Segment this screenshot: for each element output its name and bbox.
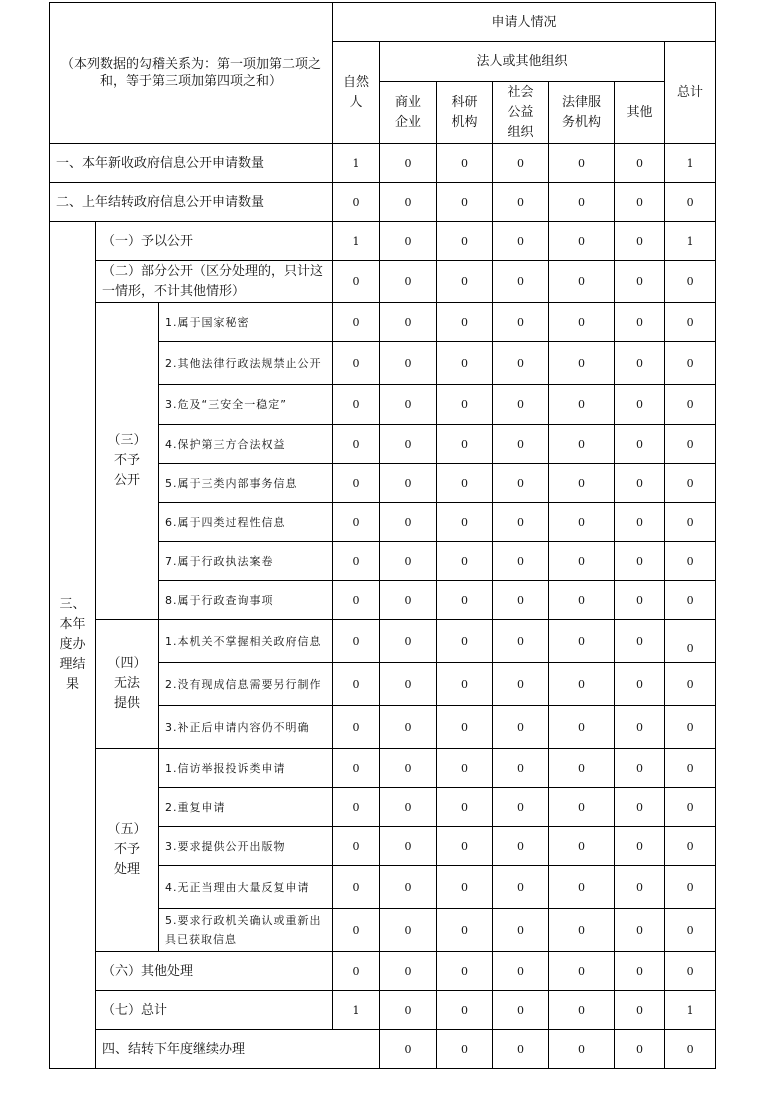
value-cell: 0	[615, 909, 665, 952]
value-cell: 0	[493, 991, 549, 1030]
value-cell: 0	[333, 385, 380, 425]
value-cell: 0	[380, 866, 437, 909]
value-cell: 0	[437, 144, 493, 183]
group-five-label: （五） 不予 处理	[107, 822, 147, 877]
table-row	[50, 303, 716, 342]
value-cell: 0	[615, 303, 665, 342]
value-cell: 0	[380, 620, 437, 663]
row-label: 二、上年结转政府信息公开申请数量	[50, 183, 333, 222]
value-cell: 0	[380, 342, 437, 385]
row-label: 四、结转下年度继续办理	[96, 1030, 380, 1069]
value-cell: 1	[333, 991, 380, 1030]
value-cell: 0	[437, 620, 493, 663]
value-cell: 0	[380, 706, 437, 749]
table-row	[50, 749, 716, 788]
value-cell: 0	[665, 827, 716, 866]
value-cell: 0	[665, 464, 716, 503]
value-cell: 0	[665, 909, 716, 952]
value-cell: 0	[549, 183, 615, 222]
value-cell: 0	[615, 827, 665, 866]
value-cell: 1	[333, 222, 380, 261]
value-cell: 0	[437, 952, 493, 991]
value-cell: 0	[615, 385, 665, 425]
sub-header-legal-service: 法律服 务机构	[549, 82, 615, 144]
government-info-disclosure-table	[49, 2, 716, 1069]
row-label: 3.危及“三安全一稳定”	[159, 385, 333, 425]
value-cell: 0	[437, 1030, 493, 1069]
row-label: （二）部分公开（区分处理的，只计这一情形，不计其他情形）	[96, 261, 333, 303]
row-label: 3.补正后申请内容仍不明确	[159, 706, 333, 749]
value-cell: 0	[333, 663, 380, 706]
value-cell: 0	[333, 620, 380, 663]
value-cell: 0	[493, 1030, 549, 1069]
value-cell: 0	[437, 183, 493, 222]
value-cell: 1	[665, 991, 716, 1030]
natural-person-header	[333, 42, 380, 144]
value-cell: 0	[437, 581, 493, 620]
value-cell: 0	[333, 749, 380, 788]
value-cell: 0	[380, 749, 437, 788]
natural-person-label: 自然 人	[343, 74, 370, 110]
value-cell: 0	[493, 425, 549, 464]
table-row	[50, 183, 716, 222]
value-cell: 0	[333, 342, 380, 385]
value-cell: 0	[380, 144, 437, 183]
value-cell: 0	[615, 620, 665, 663]
value-cell: 0	[380, 222, 437, 261]
sub-header-commercial: 商业 企业	[380, 82, 437, 144]
column-note-cell	[50, 3, 333, 144]
value-cell: 0	[333, 581, 380, 620]
value-cell: 0	[665, 303, 716, 342]
table-row	[50, 952, 716, 991]
row-label: 5.属于三类内部事务信息	[159, 464, 333, 503]
value-cell: 0	[665, 385, 716, 425]
value-cell: 0	[380, 788, 437, 827]
row-label: 4.无正当理由大量反复申请	[159, 866, 333, 909]
value-cell: 0	[380, 385, 437, 425]
row-label: 一、本年新收政府信息公开申请数量	[50, 144, 333, 183]
value-cell: 0	[333, 183, 380, 222]
value-cell: 0	[665, 425, 716, 464]
value-cell: 0	[493, 706, 549, 749]
table-row	[50, 144, 716, 183]
value-cell: 0	[333, 503, 380, 542]
value-cell: 0	[615, 425, 665, 464]
row-label: 4.保护第三方合法权益	[159, 425, 333, 464]
value-cell: 0	[380, 663, 437, 706]
value-cell: 0	[380, 542, 437, 581]
value-cell: 0	[549, 706, 615, 749]
table-row	[50, 1030, 716, 1069]
row-label: （七）总计	[96, 991, 333, 1030]
row-label: 2.重复申请	[159, 788, 333, 827]
value-cell: 0	[333, 952, 380, 991]
row-label: 1.本机关不掌握相关政府信息	[159, 620, 333, 663]
value-cell: 0	[615, 144, 665, 183]
value-cell: 0	[665, 342, 716, 385]
value-cell: 0	[333, 706, 380, 749]
value-cell: 0	[665, 663, 716, 706]
value-cell: 0	[493, 542, 549, 581]
value-cell: 0	[493, 503, 549, 542]
value-cell: 0	[437, 663, 493, 706]
value-cell: 0	[615, 663, 665, 706]
value-cell: 0	[380, 909, 437, 952]
value-cell: 1	[665, 144, 716, 183]
row-label: 2.其他法律行政法规禁止公开	[159, 342, 333, 385]
row-label: 7.属于行政执法案卷	[159, 542, 333, 581]
group-four-label-cell	[96, 620, 159, 749]
value-cell: 0	[615, 261, 665, 303]
value-cell: 0	[665, 706, 716, 749]
value-cell: 0	[437, 222, 493, 261]
value-cell: 0	[665, 952, 716, 991]
value-cell: 0	[665, 866, 716, 909]
value-cell: 0	[493, 581, 549, 620]
value-cell: 0	[333, 827, 380, 866]
value-cell: 0	[615, 222, 665, 261]
value-cell: 0	[549, 542, 615, 581]
value-cell: 0	[493, 144, 549, 183]
table-row	[50, 620, 716, 663]
value-cell: 0	[615, 542, 665, 581]
sub-header-social-welfare: 社会 公益 组织	[493, 82, 549, 144]
value-cell: 0	[380, 425, 437, 464]
value-cell: 0	[380, 464, 437, 503]
sub-header-research: 科研 机构	[437, 82, 493, 144]
value-cell: 0	[549, 749, 615, 788]
value-cell: 0	[665, 503, 716, 542]
group-five-label-cell	[96, 749, 159, 952]
table-row	[50, 222, 716, 261]
value-cell: 0	[380, 261, 437, 303]
value-cell: 0	[437, 991, 493, 1030]
value-cell: 0	[615, 342, 665, 385]
value-cell: 0	[493, 866, 549, 909]
sub-header-other: 其他	[615, 82, 665, 144]
group-three-label: （三） 不予 公开	[107, 433, 147, 488]
value-cell: 0	[493, 827, 549, 866]
value-cell: 0	[333, 425, 380, 464]
value-cell: 0	[615, 952, 665, 991]
value-cell: 0	[615, 866, 665, 909]
value-cell: 0	[333, 464, 380, 503]
value-cell: 0	[333, 909, 380, 952]
value-cell: 0	[493, 620, 549, 663]
value-cell: 0	[615, 1030, 665, 1069]
value-cell: 1	[333, 144, 380, 183]
value-cell: 0	[615, 706, 665, 749]
row-label: 6.属于四类过程性信息	[159, 503, 333, 542]
group-four-label: （四） 无法 提供	[107, 656, 147, 711]
value-cell: 0	[333, 542, 380, 581]
value-cell: 0	[549, 952, 615, 991]
value-cell: 0	[437, 909, 493, 952]
value-cell: 0	[493, 385, 549, 425]
value-cell: 0	[380, 827, 437, 866]
value-cell: 0	[437, 342, 493, 385]
value-cell: 0	[437, 303, 493, 342]
value-cell: 0	[493, 749, 549, 788]
value-cell: 0	[665, 1030, 716, 1069]
row-label: （一）予以公开	[96, 222, 333, 261]
value-cell: 0	[549, 991, 615, 1030]
value-cell: 0	[615, 788, 665, 827]
value-cell: 0	[549, 620, 615, 663]
value-cell: 0	[493, 909, 549, 952]
value-cell: 0	[437, 261, 493, 303]
value-cell: 0	[437, 749, 493, 788]
value-cell: 0	[549, 425, 615, 464]
total-header: 总计	[665, 42, 716, 144]
value-cell: 0	[493, 303, 549, 342]
row-label: （六）其他处理	[96, 952, 333, 991]
value-cell: 0	[665, 581, 716, 620]
value-cell: 1	[665, 222, 716, 261]
value-cell: 0	[549, 909, 615, 952]
value-cell: 0	[549, 261, 615, 303]
value-cell: 0	[493, 663, 549, 706]
value-cell: 0	[493, 788, 549, 827]
section-three-label: 三、 本年 度办 理结 果	[59, 597, 86, 692]
value-cell: 0	[549, 827, 615, 866]
value-cell: 0	[493, 222, 549, 261]
value-cell: 0	[437, 827, 493, 866]
legal-group-header: 法人或其他组织	[380, 42, 665, 82]
value-cell: 0	[437, 788, 493, 827]
value-cell: 0	[493, 261, 549, 303]
value-cell: 0	[493, 342, 549, 385]
value-cell: 0	[380, 303, 437, 342]
value-cell: 0	[665, 788, 716, 827]
value-cell: 0	[333, 788, 380, 827]
value-cell: 0	[380, 503, 437, 542]
value-cell: 0	[615, 183, 665, 222]
section-three-label-cell	[50, 222, 96, 1069]
value-cell: 0	[493, 464, 549, 503]
value-cell: 0	[615, 991, 665, 1030]
value-cell: 0	[549, 866, 615, 909]
value-cell: 0	[665, 183, 716, 222]
value-cell: 0	[665, 749, 716, 788]
value-cell: 0	[615, 581, 665, 620]
value-cell: 0	[549, 1030, 615, 1069]
value-cell: 0	[549, 581, 615, 620]
value-cell: 0	[493, 183, 549, 222]
value-cell: 0	[380, 991, 437, 1030]
value-cell: 0	[549, 663, 615, 706]
row-label: 5.要求行政机关确认或重新出具已获取信息	[159, 909, 333, 952]
value-cell: 0	[380, 183, 437, 222]
applicant-situation-header: 申请人情况	[333, 3, 716, 42]
value-cell: 0	[549, 788, 615, 827]
value-cell: 0	[615, 503, 665, 542]
value-cell: 0	[549, 222, 615, 261]
value-cell: 0	[549, 303, 615, 342]
value-cell: 0	[437, 542, 493, 581]
value-cell: 0	[437, 425, 493, 464]
value-cell: 0	[380, 581, 437, 620]
value-cell: 0	[437, 464, 493, 503]
value-cell: 0	[549, 144, 615, 183]
value-cell: 0	[665, 261, 716, 303]
table-row	[50, 991, 716, 1030]
value-cell: 0	[549, 385, 615, 425]
value-cell: 0	[615, 749, 665, 788]
value-cell: 0	[437, 503, 493, 542]
value-cell: 0	[333, 303, 380, 342]
value-cell: 0	[333, 261, 380, 303]
row-label: 1.信访举报投诉类申请	[159, 749, 333, 788]
row-label: 3.要求提供公开出版物	[159, 827, 333, 866]
value-cell: 0	[493, 952, 549, 991]
value-cell: 0	[665, 620, 716, 663]
value-cell: 0	[549, 464, 615, 503]
value-cell: 0	[380, 1030, 437, 1069]
value-cell: 0	[665, 542, 716, 581]
value-cell: 0	[437, 706, 493, 749]
value-cell: 0	[437, 866, 493, 909]
value-cell: 0	[437, 385, 493, 425]
row-label: 1.属于国家秘密	[159, 303, 333, 342]
value-cell: 0	[549, 342, 615, 385]
group-three-label-cell	[96, 303, 159, 620]
row-label: 8.属于行政查询事项	[159, 581, 333, 620]
value-cell: 0	[333, 866, 380, 909]
value-cell: 0	[380, 952, 437, 991]
value-cell: 0	[615, 464, 665, 503]
value-cell: 0	[549, 503, 615, 542]
table-row	[50, 261, 716, 303]
row-label: 2.没有现成信息需要另行制作	[159, 663, 333, 706]
column-note: （本列数据的勾稽关系为：第一项加第二项之和，等于第三项加第四项之和）	[61, 57, 322, 89]
